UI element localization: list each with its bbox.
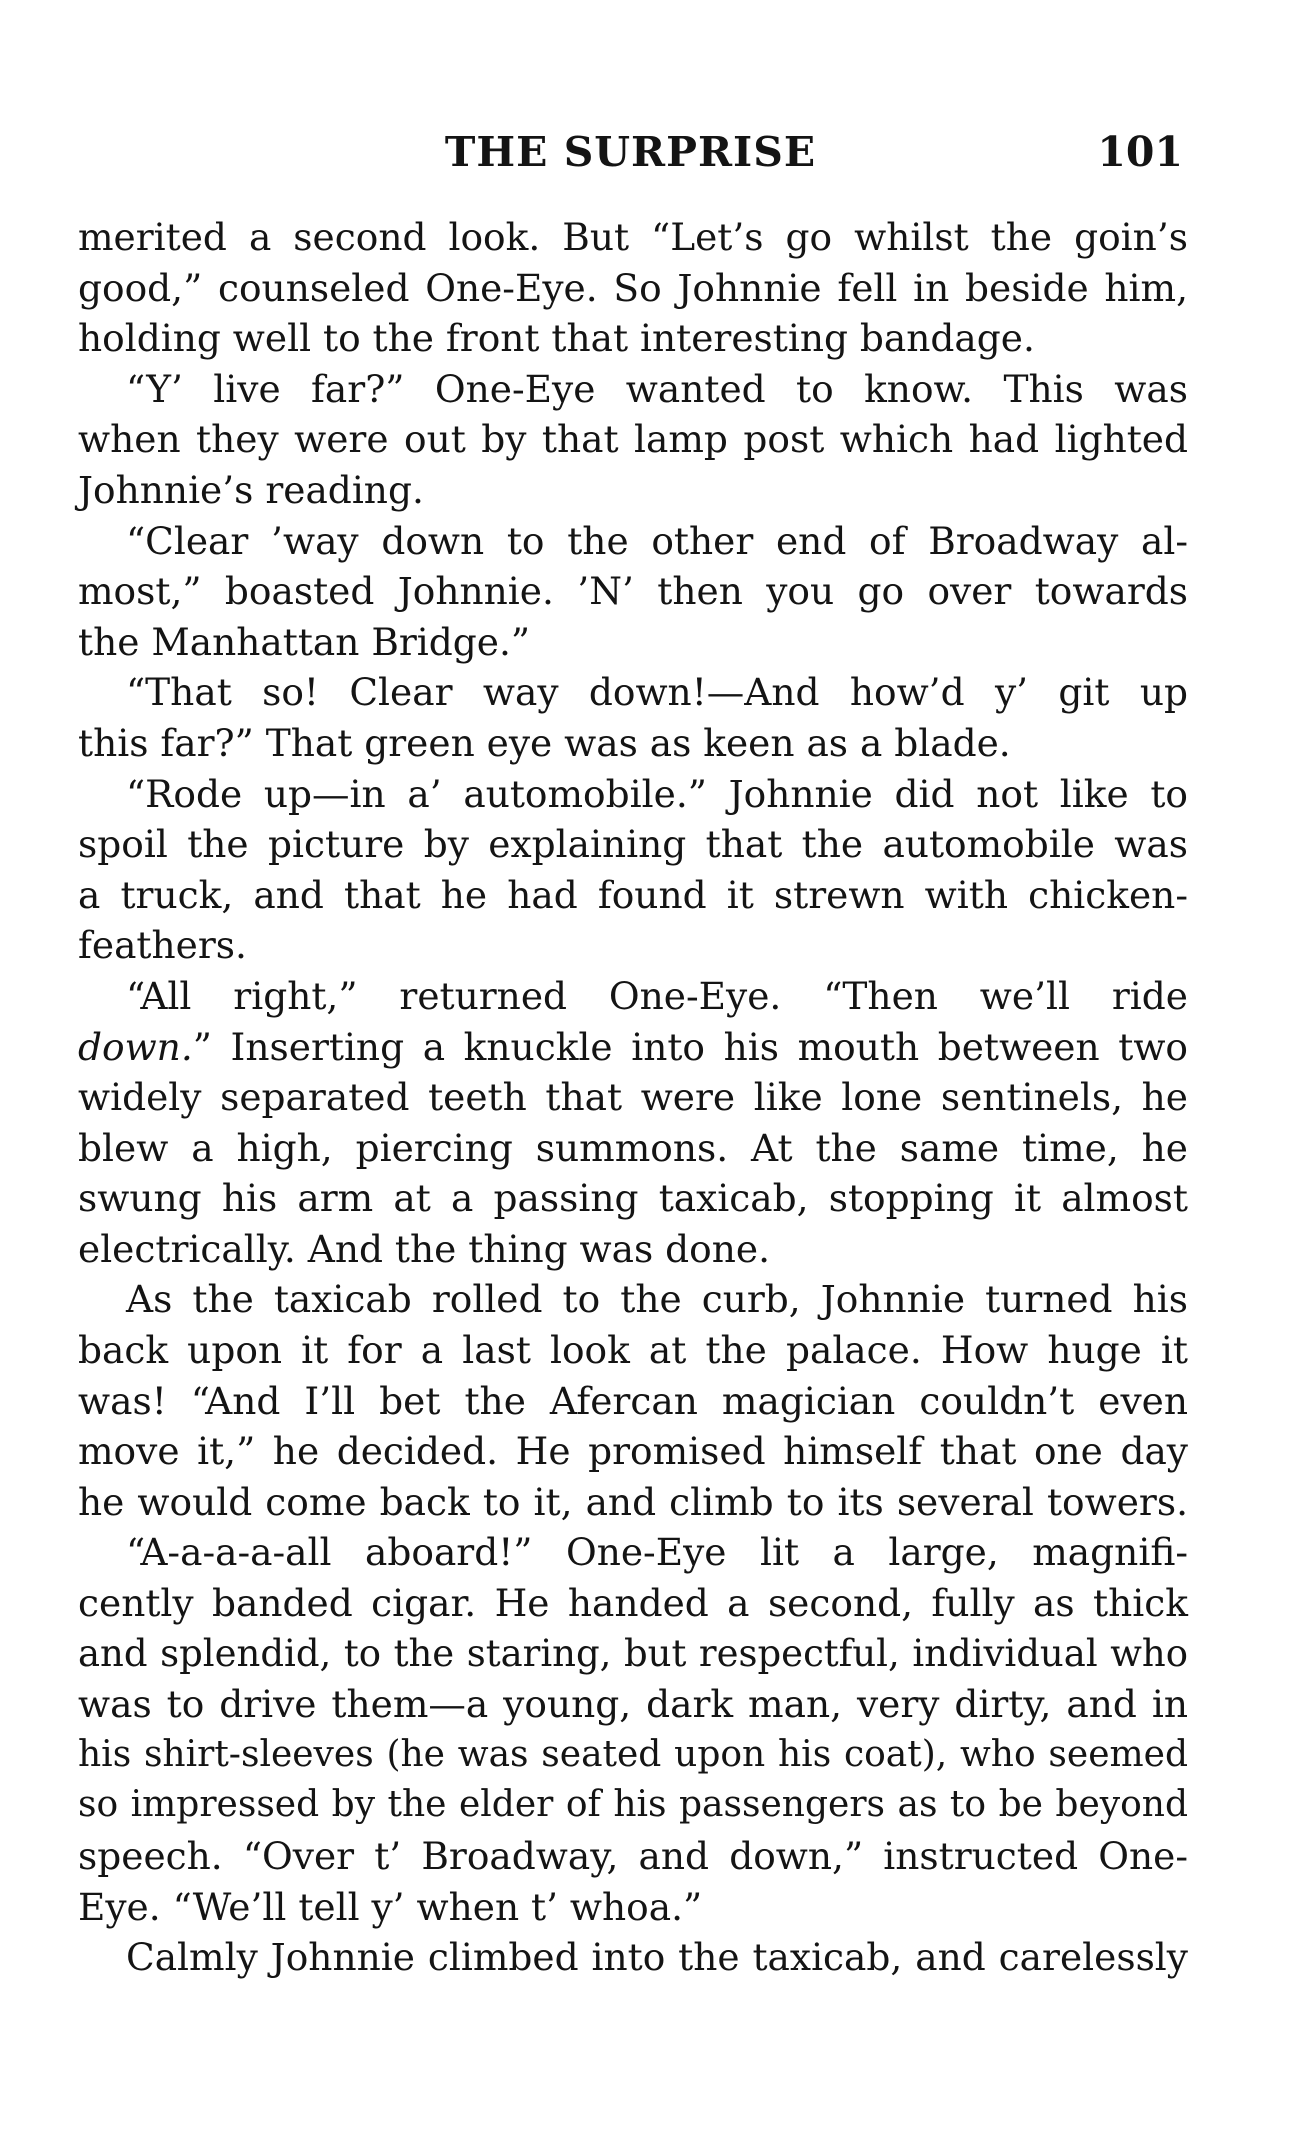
- text-line: good,” counseled One-Eye. So Johnnie fell in beside him,: [78, 265, 1188, 310]
- page-number: 101: [1097, 128, 1183, 176]
- text-line: a truck, and that he had found it strewn with chicken-: [78, 872, 1188, 917]
- text-line: speech. “Over t’ Broadway, and down,” instructed One-: [78, 1834, 1188, 1878]
- text-line: As the taxicab rolled to the curb, Johnnie turned his: [126, 1277, 1188, 1322]
- text-line-with-italic: [78, 1022, 1188, 1073]
- text-line: swung his arm at a passing taxicab, stopping it almost: [78, 1176, 1188, 1221]
- text-line: holding well to the front that interesting bandage.: [78, 316, 1035, 361]
- text-line: back upon it for a last look at the palace. How huge it: [78, 1328, 1188, 1373]
- text-line: was to drive them—a young, dark man, very dirty, and in: [78, 1682, 1188, 1727]
- text-line: and splendid, to the staring, but respectful, individual who: [78, 1631, 1188, 1675]
- text-line: Calmly Johnnie climbed into the taxicab, and carelessly: [126, 1935, 1188, 1980]
- text-line: electrically. And the thing was done.: [78, 1226, 771, 1271]
- text-line: when they were out by that lamp post which had lighted: [78, 417, 1188, 462]
- text-line: “All right,” returned One-Eye. “Then we’ll ride: [126, 973, 1188, 1018]
- running-title: THE SURPRISE: [444, 128, 817, 176]
- text-line: widely separated teeth that were like lone sentinels, he: [78, 1075, 1188, 1120]
- text-line: “Clear ’way down to the other end of Broadway al-: [126, 518, 1188, 563]
- text-line: “A-a-a-a-all aboard!” One-Eye lit a large, magnifi-: [126, 1530, 1188, 1575]
- text-line: most,” boasted Johnnie. ’N’ then you go over towards: [78, 569, 1188, 614]
- text-line: Johnnie’s reading.: [78, 467, 424, 512]
- text-line: move it,” he decided. He promised himself that one day: [78, 1429, 1188, 1474]
- body-text: [78, 212, 1188, 1983]
- text-line: cently banded cigar. He handed a second, fully as thick: [78, 1581, 1188, 1626]
- text-line: merited a second look. But “Let’s go whilst the goin’s: [78, 215, 1188, 259]
- text-line: Eye. “We’ll tell y’ when t’ whoa.”: [78, 1884, 703, 1929]
- text-line: blew a high, piercing summons. At the same time, he: [78, 1125, 1188, 1170]
- text-line: the Manhattan Bridge.”: [78, 619, 531, 664]
- text-line: spoil the picture by explaining that the automobile was: [78, 822, 1188, 867]
- text-line: so impressed by the elder of his passengers as to be beyond: [78, 1784, 1188, 1826]
- text-line: this far?” That green eye was as keen as a blade.: [78, 720, 1011, 765]
- text-line: “Y’ live far?” One-Eye wanted to know. This was: [126, 366, 1188, 411]
- text-line: “That so! Clear way down!—And how’d y’ git up: [126, 670, 1188, 715]
- text-line: feathers.: [78, 923, 247, 968]
- text-line: he would come back to it, and climb to its several towers.: [78, 1479, 1188, 1524]
- text-line-rest: ” Inserting a knuckle into his mouth between two: [192, 1024, 1188, 1069]
- text-line: his shirt-sleeves (he was seated upon his coat), who seemed: [78, 1733, 1188, 1775]
- running-head: [78, 128, 1183, 188]
- text-line: “Rode up—in a’ automobile.” Johnnie did not like to: [126, 771, 1188, 816]
- italic-word: down.: [78, 1024, 193, 1069]
- text-line: was! “And I’ll bet the Afercan magician couldn’t even: [78, 1378, 1188, 1423]
